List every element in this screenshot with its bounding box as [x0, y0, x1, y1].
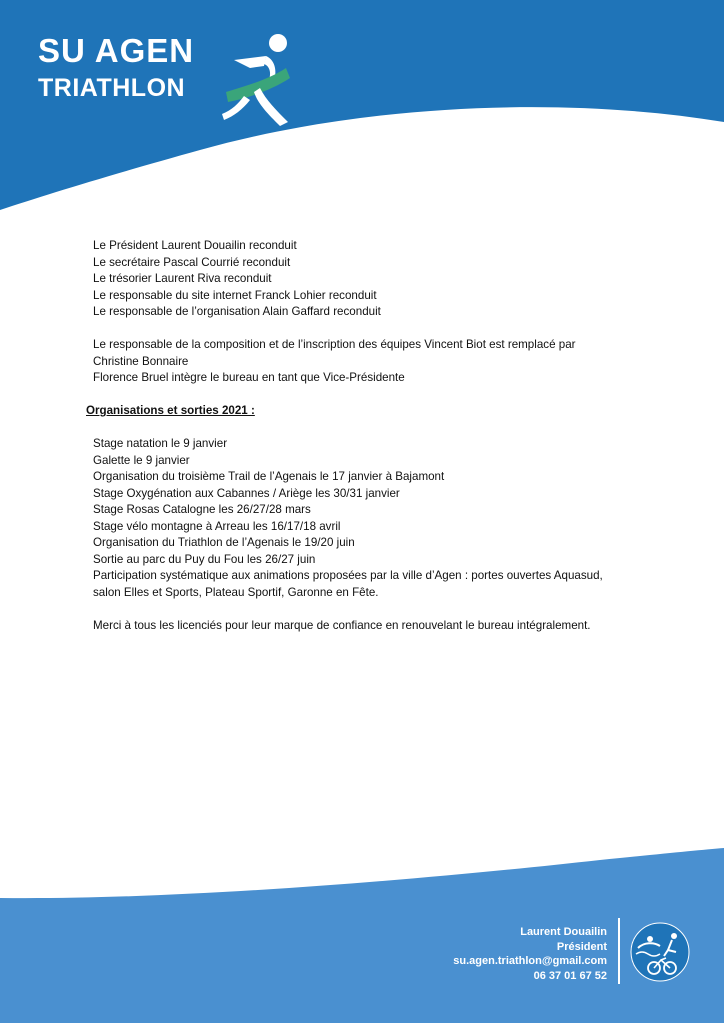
change-line: Florence Bruel intègre le bureau en tant que Vice-Présidente	[93, 371, 405, 384]
organisation-item: Sortie au parc du Puy du Fou les 26/27 juin	[93, 552, 316, 566]
footer-contact	[453, 925, 607, 983]
footer-phone: 06 37 01 67 52	[533, 969, 607, 982]
letter-body	[86, 238, 646, 634]
logo-title-line2: TRIATHLON	[38, 74, 186, 102]
organisation-item: Participation systématique aux animations proposées par la ville d’Agen : portes ouvertes Aquasud,	[93, 569, 603, 582]
footer-email[interactable]: su.agen.triathlon@gmail.com	[453, 955, 607, 967]
board-line: Le secrétaire Pascal Courrié reconduit	[93, 255, 291, 269]
board-line: Le trésorier Laurent Riva reconduit	[93, 272, 272, 285]
organisation-item: Stage Rosas Catalogne les 26/27/28 mars	[93, 503, 311, 516]
organisation-item: salon Elles et Sports, Plateau Sportif, Garonne en Fête.	[93, 585, 379, 599]
footer-name: Laurent Douailin	[520, 926, 607, 938]
closing-line: Merci à tous les licenciés pour leur marque de confiance en renouvelant le bureau intégralement.	[93, 618, 591, 632]
board-line: Le Président Laurent Douailin reconduit	[93, 239, 297, 252]
footer-banner	[0, 840, 724, 1023]
footer-role: Président	[556, 940, 607, 953]
change-line: Christine Bonnaire	[93, 354, 189, 368]
triathlon-emblem-icon	[630, 922, 690, 982]
footer-divider	[618, 918, 620, 984]
organisation-item: Stage Oxygénation aux Cabannes / Ariège les 30/31 janvier	[93, 486, 400, 500]
organisation-item: Organisation du troisième Trail de l’Agenais le 17 janvier à Bajamont	[93, 470, 445, 483]
organisation-item: Organisation du Triathlon de l’Agenais le 19/20 juin	[93, 536, 355, 549]
change-line: Le responsable de la composition et de l’inscription des équipes Vincent Biot est remplacé par	[93, 338, 576, 351]
organisation-item: Galette le 9 janvier	[93, 453, 190, 467]
logo-title-line1: SU AGEN	[38, 32, 195, 69]
board-line: Le responsable de l’organisation Alain Gaffard reconduit	[93, 305, 381, 318]
board-line: Le responsable du site internet Franck Lohier reconduit	[93, 288, 377, 302]
organisation-item: Stage natation le 9 janvier	[93, 437, 228, 450]
organisation-item: Stage vélo montagne à Arreau les 16/17/18 avril	[93, 519, 341, 533]
organisations-title: Organisations et sorties 2021 :	[86, 404, 255, 417]
runner-logo-icon	[220, 30, 300, 130]
